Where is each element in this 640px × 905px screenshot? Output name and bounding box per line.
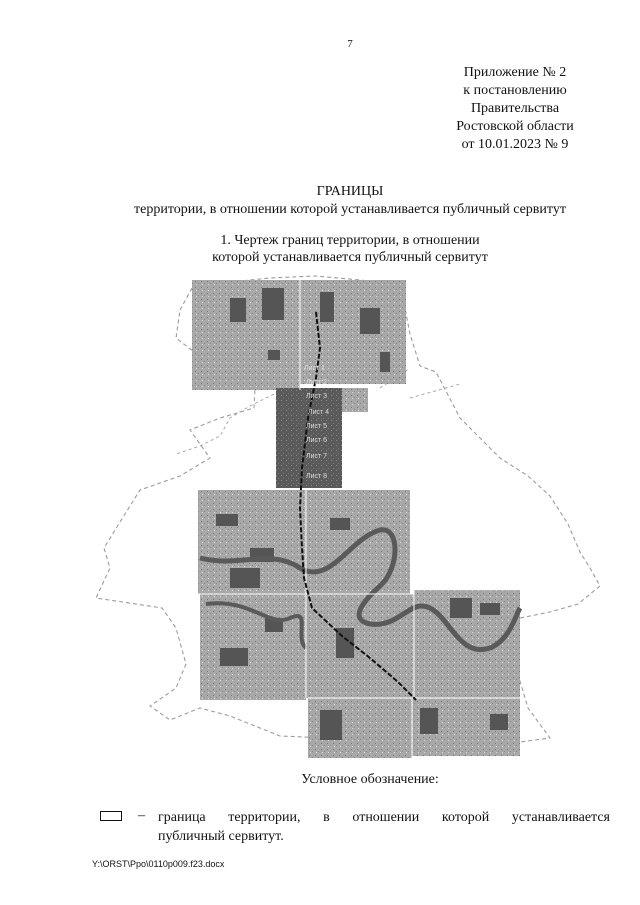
sheet-label: Лист 7 [306, 453, 328, 460]
file-path-footer: Y:\ORST\Ppo\0110p009.f23.docx [92, 859, 225, 869]
appendix-header [420, 64, 610, 154]
sheet-label: Лист 5 [306, 423, 328, 430]
legend-dash: – [138, 808, 145, 823]
legend-caption: Условное обозначение: [301, 772, 439, 787]
sheet-label: Лист 6 [306, 437, 328, 444]
sheet-label: Лист 8 [306, 473, 328, 480]
map-sheet-3b [342, 388, 368, 412]
boundary-symbol-icon [100, 811, 122, 821]
page-number: 7 [347, 38, 353, 50]
appendix-line: Ростовской области [456, 119, 574, 134]
appendix-line: к постановлению [463, 83, 567, 98]
sheet-label: Лист 4 [308, 409, 330, 416]
boundary-map [80, 268, 600, 762]
legend-line: публичный сервитут. [158, 829, 284, 844]
legend-line: граница территории, в отношении которой устанавливается [158, 810, 610, 825]
appendix-line: Приложение № 2 [463, 65, 567, 80]
section-title-line: которой устанавливается публичный сервитут [212, 250, 488, 265]
sheet-label: Лист 3 [306, 393, 328, 400]
appendix-line: от 10.01.2023 № 9 [461, 137, 569, 152]
appendix-line: Правительства [470, 101, 560, 116]
document-title: ГРАНИЦЫ [316, 184, 384, 199]
sheet-label: Лист 1 [304, 365, 326, 372]
sheet-label: Лист 2 [306, 379, 328, 386]
section-title-line: 1. Чертеж границ территории, в отношении [220, 233, 480, 248]
legend-description [158, 808, 610, 846]
document-subtitle: территории, в отношении которой устанавливается публичный сервитут [134, 202, 566, 217]
section-title [150, 232, 550, 266]
